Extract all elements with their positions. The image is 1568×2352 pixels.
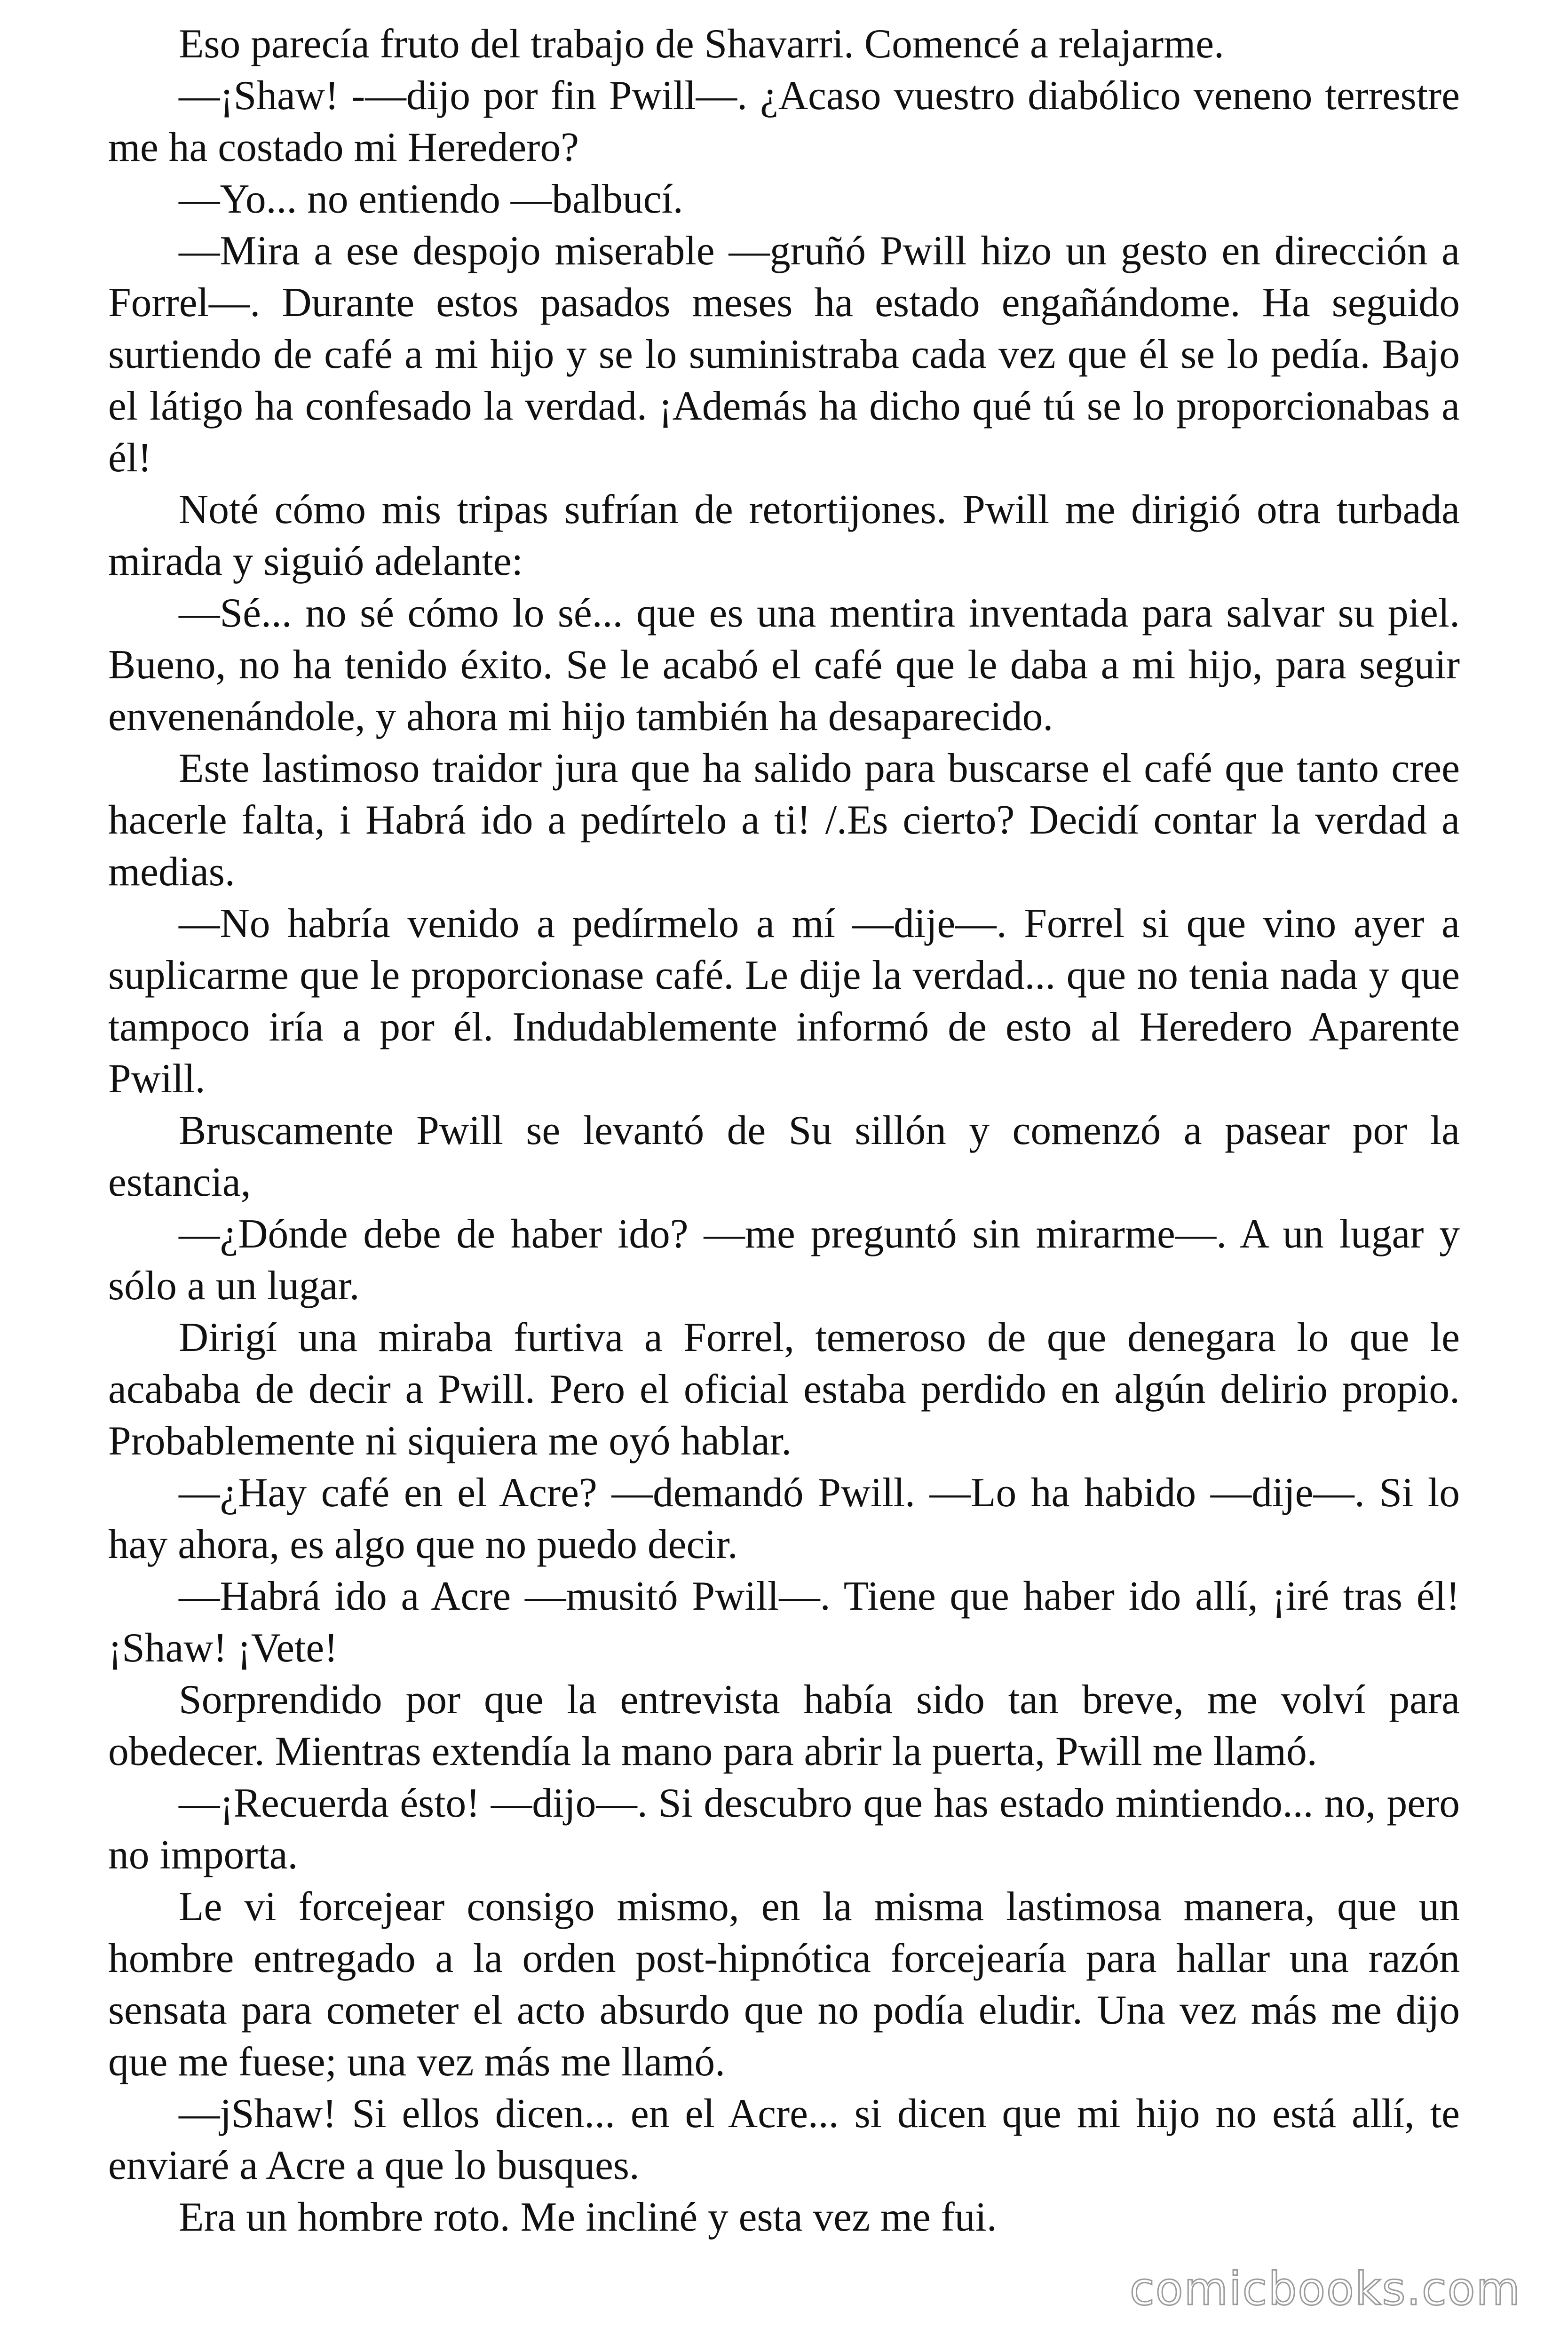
paragraph: —Yo... no entiendo —balbucí. (179, 176, 683, 222)
paragraph: —Habrá ido a Acre —musitó Pwill—. Tiene que haber ido allí, ¡iré tras él! ¡Shaw! ¡Vete! (108, 1573, 1460, 1670)
paragraph: Le vi forcejear consigo mismo, en la misma lastimosa manera, que un hombre entregado a la orden post-hipnótica forcejearía para hallar una razón sensata para cometer el acto absurdo que no podía eludir. Una vez más me dijo que me fuese; una vez más me llamó. (108, 1883, 1460, 2084)
paragraph: —¿Dónde debe de haber ido? —me preguntó sin mirarme—. A un lugar y sólo a un lugar. (108, 1211, 1460, 1308)
paragraph: Dirigí una miraba furtiva a Forrel, temeroso de que denegara lo que le acababa de decir a Pwill. Pero el oficial estaba perdido en algún delirio propio. Probablemente ni siquiera me oyó hablar. (108, 1314, 1460, 1463)
body-text (108, 18, 1460, 2243)
paragraph: —No habría venido a pedírmelo a mí —dije—. Forrel si que vino ayer a suplicarme que le proporcionase café. Le dije la verdad... que no tenia nada y que tampoco iría a por él. Indudablemente informó de esto al Heredero Aparente Pwill. (108, 900, 1460, 1101)
paragraph: Era un hombre roto. Me incliné y esta vez me fui. (179, 2194, 997, 2240)
paragraph: —jShaw! Si ellos dicen... en el Acre... si dicen que mi hijo no está allí, te enviaré a Acre a que lo busques. (108, 2090, 1460, 2188)
paragraph: Noté cómo mis tripas sufrían de retortijones. Pwill me dirigió otra turbada mirada y siguió adelante: (108, 486, 1460, 584)
paragraph: Este lastimoso traidor jura que ha salido para buscarse el café que tanto cree hacerle falta, i Habrá ido a pedírtelo a ti! /.Es cierto? Decidí contar la verdad a medias. (108, 745, 1460, 894)
paragraph: —¡Recuerda ésto! —dijo—. Si descubro que has estado mintiendo... no, pero no importa. (108, 1780, 1460, 1877)
paragraph: Bruscamente Pwill se levantó de Su sillón y comenzó a pasear por la estancia, (108, 1107, 1460, 1205)
paragraph: —¡Shaw! -—dijo por fin Pwill—. ¿Acaso vuestro diabólico veneno terrestre me ha costado mi Heredero? (108, 72, 1460, 170)
paragraph: Sorprendido por que la entrevista había sido tan breve, me volví para obedecer. Mientras extendía la mano para abrir la puerta, Pwill me llamó. (108, 1677, 1460, 1774)
paragraph: —Mira a ese despojo miserable —gruñó Pwill hizo un gesto en dirección a Forrel—. Durante estos pasados meses ha estado engañándome. Ha seguido surtiendo de café a mi hijo y se lo suministraba cada vez que él se lo pedía. Bajo el látigo ha confesado la verdad. ¡Además ha dicho qué tú se lo proporcionabas a él! (108, 228, 1460, 480)
paragraph: —¿Hay café en el Acre? —demandó Pwill. —Lo ha habido —dije—. Si lo hay ahora, es algo que no puedo decir. (108, 1470, 1460, 1567)
watermark: comicbooks.com (1129, 2263, 1521, 2315)
paragraph: Eso parecía fruto del trabajo de Shavarri. Comencé a relajarme. (179, 21, 1224, 66)
paragraph: —Sé... no sé cómo lo sé... que es una mentira inventada para salvar su piel. Bueno, no ha tenido éxito. Se le acabó el café que le daba a mi hijo, para seguir envenenándole, y ahora mi hijo también ha desaparecido. (108, 590, 1460, 739)
